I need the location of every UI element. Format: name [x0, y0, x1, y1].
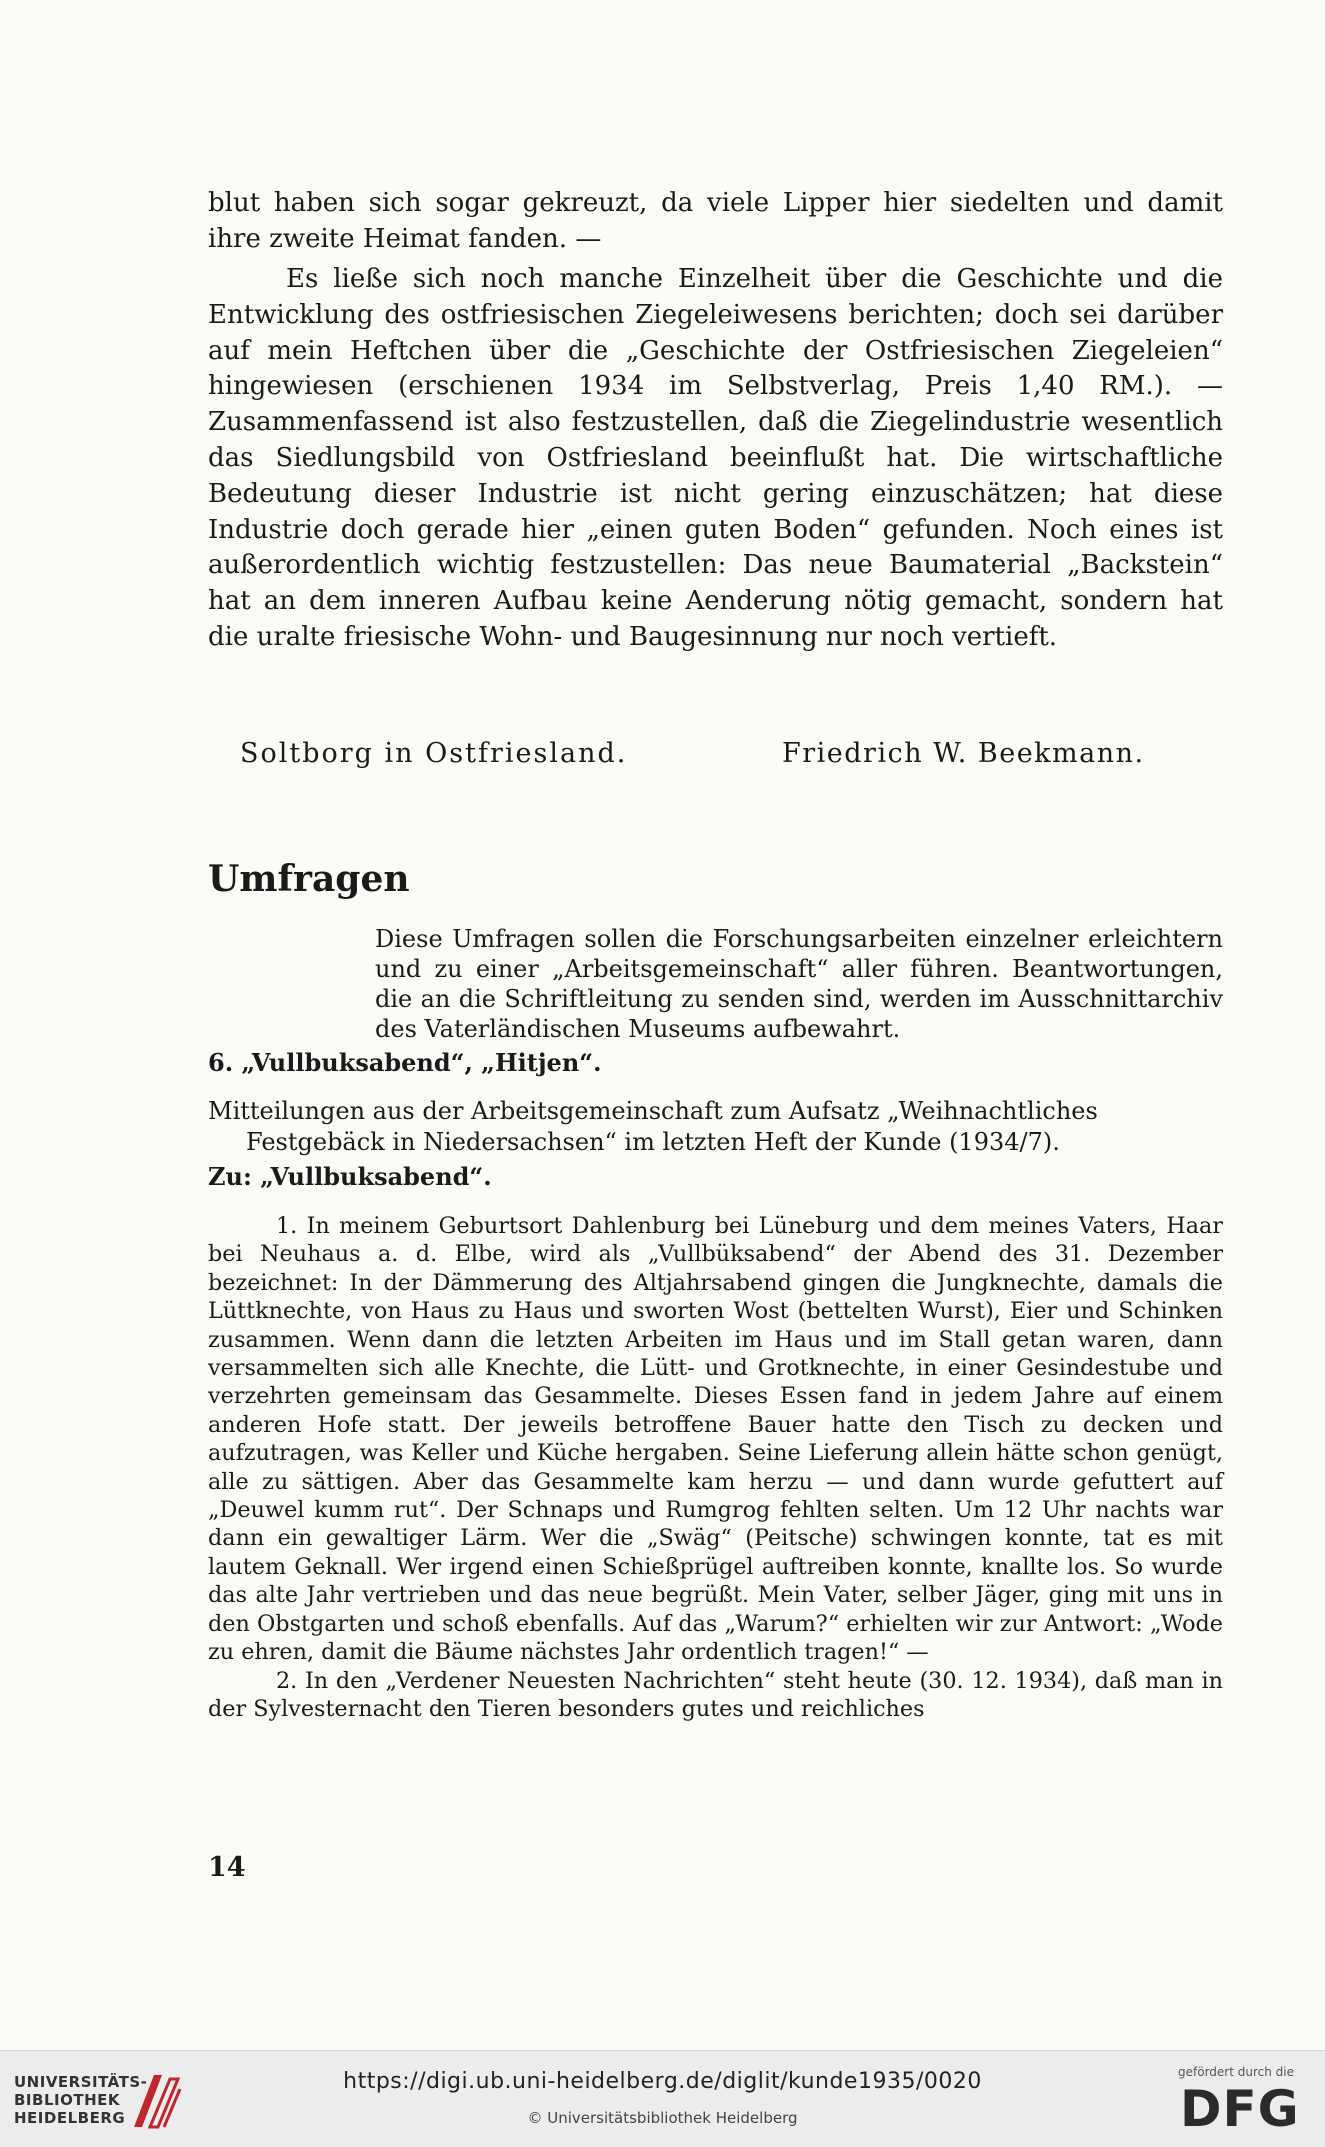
answer-item-2: 2. In den „Verdener Neuesten Nachrichten“ steht heute (30. 12. 1934), daß man in der Sylvesternacht den Tieren besonders gutes und reichliches: [208, 1667, 1223, 1722]
paragraph-text: Es ließe sich noch manche Einzelheit über die Geschichte und die Entwicklung des ostfriesischen Ziegeleiwesens berichten; doch sei darüber auf mein Heftchen über die „Geschichte der Ostfriesischen Ziegeleien“ hingewiesen (erschienen 1934 im Selbstverlag, Preis 1,40 RM.). — Zusammenfassend ist also festzustellen, daß die Ziegelindustrie wesentlich das Siedlungsbild von Ostfriesland beeinflußt hat. Die wirtschaftliche Bedeutung dieser Industrie ist nicht gering einzuschätzen; hat diese Industrie doch gerade hier „einen guten Boden“ gefunden. Noch eines ist außerordentlich wichtig festzustellen: Das neue Baumaterial „Backstein“ hat an dem inneren Aufbau keine Aenderung nötig gemacht, sondern hat die uralte friesische Wohn- und Baugesinnung nur noch vertieft.: [208, 264, 1223, 652]
umfragen-body: [208, 1212, 1223, 1723]
signature-place: Soltborg in Ostfriesland.: [240, 738, 628, 769]
section-heading-umfragen: Umfragen: [208, 858, 410, 900]
permalink-url[interactable]: https://digi.ub.uni-heidelberg.de/diglit/kunde1935/0020: [343, 2069, 982, 2094]
article-paragraph-2: [208, 262, 1223, 656]
article-paragraph-1: [208, 186, 1223, 258]
paragraph-text: blut haben sich sogar gekreuzt, da viele Lipper hier siedelten und damit ihre zweite Heimat fanden. —: [208, 188, 1223, 254]
dfg-logo: DFG: [1180, 2080, 1300, 2138]
answer-item-1: 1. In meinem Geburtsort Dahlenburg bei Lüneburg und dem meines Vaters, Haar bei Neuhaus a. d. Elbe, wird als „Vullbüksabend“ der Abend des 31. Dezember bezeichnet: In der Dämmerung des Altjahrsabend gingen die Jungknechte, damals die Lüttknechte, von Haus zu Haus und sworten Wost (bettelten Wurst), Eier und Schinken zusammen. Wenn dann die letzten Arbeiten im Haus und im Stall getan waren, dann versammelten sich alle Knechte, die Lütt- und Grotknechte, in einer Gesindestube und verzehrten gemeinsam das Gesammelte. Dieses Essen fand in jedem Jahre auf einem anderen Hofe statt. Der jeweils betroffene Bauer hatte den Tisch zu decken und aufzutragen, was Keller und Küche hergaben. Seine Lieferung allein hätte schon genügt, alle zu sättigen. Aber das Gesammelte kam herzu — und dann wurde gefuttert auf „Deuwel kumm rut“. Der Schnaps und Rumgrog fehlten selten. Um 12 Uhr nachts war dann ein gewaltiger Lärm. Wer die „Swäg“ (Peitsche) schwingen konnte, tat es mit lautem Geknall. Wer irgend einen Schießprügel auftreiben konnte, knallte los. So wurde das alte Jahr vertrieben und das neue begrüßt. Mein Vater, selber Jäger, ging mit uns in den Obstgarten und schoß ebenfalls. Auf das „Warum?“ erhielten wir zur Antwort: „Wode zu ehren, damit die Bäume nächstes Jahr ordentlich tragen!“ —: [208, 1213, 1223, 1666]
zu-heading: Zu: „Vullbuksabend“.: [208, 1162, 492, 1191]
library-name-line: UNIVERSITÄTS-: [14, 2073, 148, 2091]
library-name-line: BIBLIOTHEK: [14, 2091, 120, 2109]
viewer-footer: [0, 2050, 1325, 2147]
mitteilungen-text: Mitteilungen aus der Arbeitsgemeinschaft zum Aufsatz „Weihnachtliches Festgebäck in Niedersachsen“ im letzten Heft der Kunde (1934/7).: [208, 1097, 1098, 1156]
signature-author: Friedrich W. Beekmann.: [782, 738, 1145, 769]
copyright-notice: © Universitätsbibliothek Heidelberg: [527, 2109, 798, 2127]
funding-label: gefördert durch die: [1178, 2065, 1294, 2079]
umfragen-intro: [375, 924, 1223, 1044]
page-number: 14: [208, 1852, 246, 1883]
intro-text: Diese Umfragen sollen die Forschungsarbeiten einzelner erleichtern und zu einer „Arbeitsgemeinschaft“ aller führen. Beantwortungen, die an die Schriftleitung zu senden sind, werden im Ausschnittarchiv des Vaterländischen Museums aufbewahrt.: [375, 925, 1223, 1043]
library-name-line: HEIDELBERG: [14, 2109, 126, 2127]
mitteilungen-note: [208, 1096, 1223, 1157]
subsection-title: 6. „Vullbuksabend“, „Hitjen“.: [208, 1048, 602, 1077]
